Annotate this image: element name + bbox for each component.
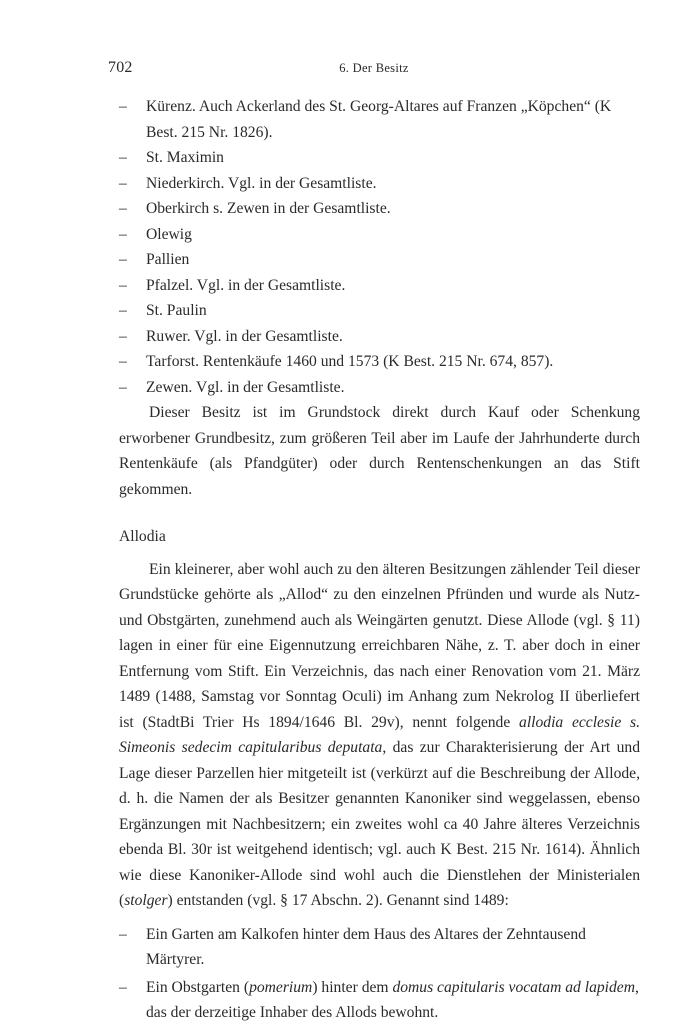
list-item-text: Tarforst. Rentenkäufe 1460 und 1573 (K Best. 215 Nr. 674, 857). (146, 353, 554, 370)
dash-bullet: – (119, 327, 127, 345)
latin-quote: allodia ecclesie s. Simeonis sedecim capitularibus deputata (119, 713, 640, 756)
list-item (119, 273, 640, 299)
list-item (119, 94, 640, 145)
page-header (108, 57, 640, 79)
dash-bullet: – (119, 149, 127, 166)
list-item (119, 222, 640, 248)
list-item-text: ) hinter dem (312, 978, 393, 996)
list-item (119, 375, 640, 401)
list-item (119, 975, 640, 1026)
latin-quote: domus capitularis vocatam ad lapidem (392, 978, 635, 996)
paragraph-text: Ein kleinerer, aber wohl auch zu den älteren Besitzungen zählender Teil dieser Grundstücke gehörte als „Allod“ zu den einzelnen Pfründen und wurde als Nutz- und Obstgärten, zunehmend auch als Weingärten genutzt. Diese Allode (vgl. § 11) lagen in einer für eine Eigennutzung erreichbaren Nähe, z. T. aber doch in einer Entfernung vom Stift. Ein Verzeichnis, das nach einer Renovation vom 21. März 1489 (1488, Samstag vor Sonntag Oculi) im Anhang zum Nekrolog II überliefert ist (StadtBi Trier Hs 1894/1646 Bl. 29v), nennt folgende (119, 560, 640, 731)
allod-list (119, 922, 640, 1026)
list-item-text: Pallien (146, 251, 190, 268)
list-item (119, 349, 640, 375)
dash-bullet: – (119, 353, 127, 370)
dash-bullet: – (119, 378, 127, 396)
list-item (119, 196, 640, 222)
list-item-text: Ruwer. Vgl. in der Gesamtliste. (146, 327, 343, 345)
list-item-text: St. Paulin (146, 302, 207, 319)
running-head: 6. Der Besitz (339, 61, 409, 75)
list-item (119, 298, 640, 324)
paragraph-text: ) entstanden (vgl. § 17 Abschn. 2). Genannt sind 1489: (167, 892, 509, 909)
list-item (119, 922, 640, 973)
page-body (119, 94, 640, 1028)
dash-bullet: – (119, 174, 127, 192)
list-item-text: Pfalzel. Vgl. in der Gesamtliste. (146, 276, 346, 294)
list-item-text: Zewen. Vgl. in der Gesamtliste. (146, 378, 345, 396)
list-item (119, 324, 640, 350)
dash-bullet: – (119, 302, 127, 319)
list-item-text: Oberkirch s. Zewen in der Gesamtliste. (146, 200, 391, 217)
list-item-text: , das der derzeitige Inhaber des Allods bewohnt. (146, 978, 639, 1021)
latin-term: stolger (124, 892, 168, 909)
dash-bullet: – (119, 276, 127, 294)
list-item (119, 145, 640, 171)
list-item-text: Kürenz. Auch Ackerland des St. Georg-Altares auf Franzen „Köpchen“ (K Best. 215 Nr. 1826). (146, 98, 612, 141)
dash-bullet: – (119, 98, 127, 115)
list-item-text: St. Maximin (146, 149, 224, 166)
page-number: 702 (108, 59, 133, 76)
dash-bullet: – (119, 978, 127, 996)
place-list (119, 94, 640, 400)
section-heading: Allodia (119, 528, 166, 545)
dash-bullet: – (119, 925, 127, 943)
list-item-text: Ein Garten am Kalkofen hinter dem Haus des Altares der Zehntausend Märtyrer. (146, 925, 586, 968)
list-item (119, 247, 640, 273)
list-item-text: Olewig (146, 225, 192, 243)
list-item-text: Ein Obstgarten ( (146, 978, 250, 996)
list-item (119, 171, 640, 197)
paragraph-allodia (119, 557, 640, 914)
list-item-text: Niederkirch. Vgl. in der Gesamtliste. (146, 174, 377, 192)
paragraph-text: , das zur Charakterisierung der Art und Lage dieser Parzellen hier mitgeteilt ist (verkürzt auf die Beschreibung der Allode, d. h. die Namen der als Besitzer genannten Kanoniker sind weggelassen, ebenso Ergänzungen mit Nachbesitzern; ein zweites wohl ca 40 Jahre älteres Verzeichnis ebenda Bl. 30r ist weitgehend identisch; vgl. auch K Best. 215 Nr. 1614). Ähnlich wie diese Kanoniker-Allode sind wohl auch die Dienstlehen der Ministerialen ( (119, 739, 641, 909)
dash-bullet: – (119, 225, 127, 243)
dash-bullet: – (119, 200, 127, 217)
dash-bullet: – (119, 251, 127, 268)
latin-term: pomerium (249, 978, 313, 996)
paragraph-acquisition: Dieser Besitz ist im Grundstock direkt durch Kauf oder Schenkung erworbener Grundbesitz, zum größeren Teil aber im Laufe der Jahrhunderte durch Rentenkäufe (als Pfandgüter) oder durch Rentenschenkungen an das Stift gekommen. (119, 404, 640, 498)
